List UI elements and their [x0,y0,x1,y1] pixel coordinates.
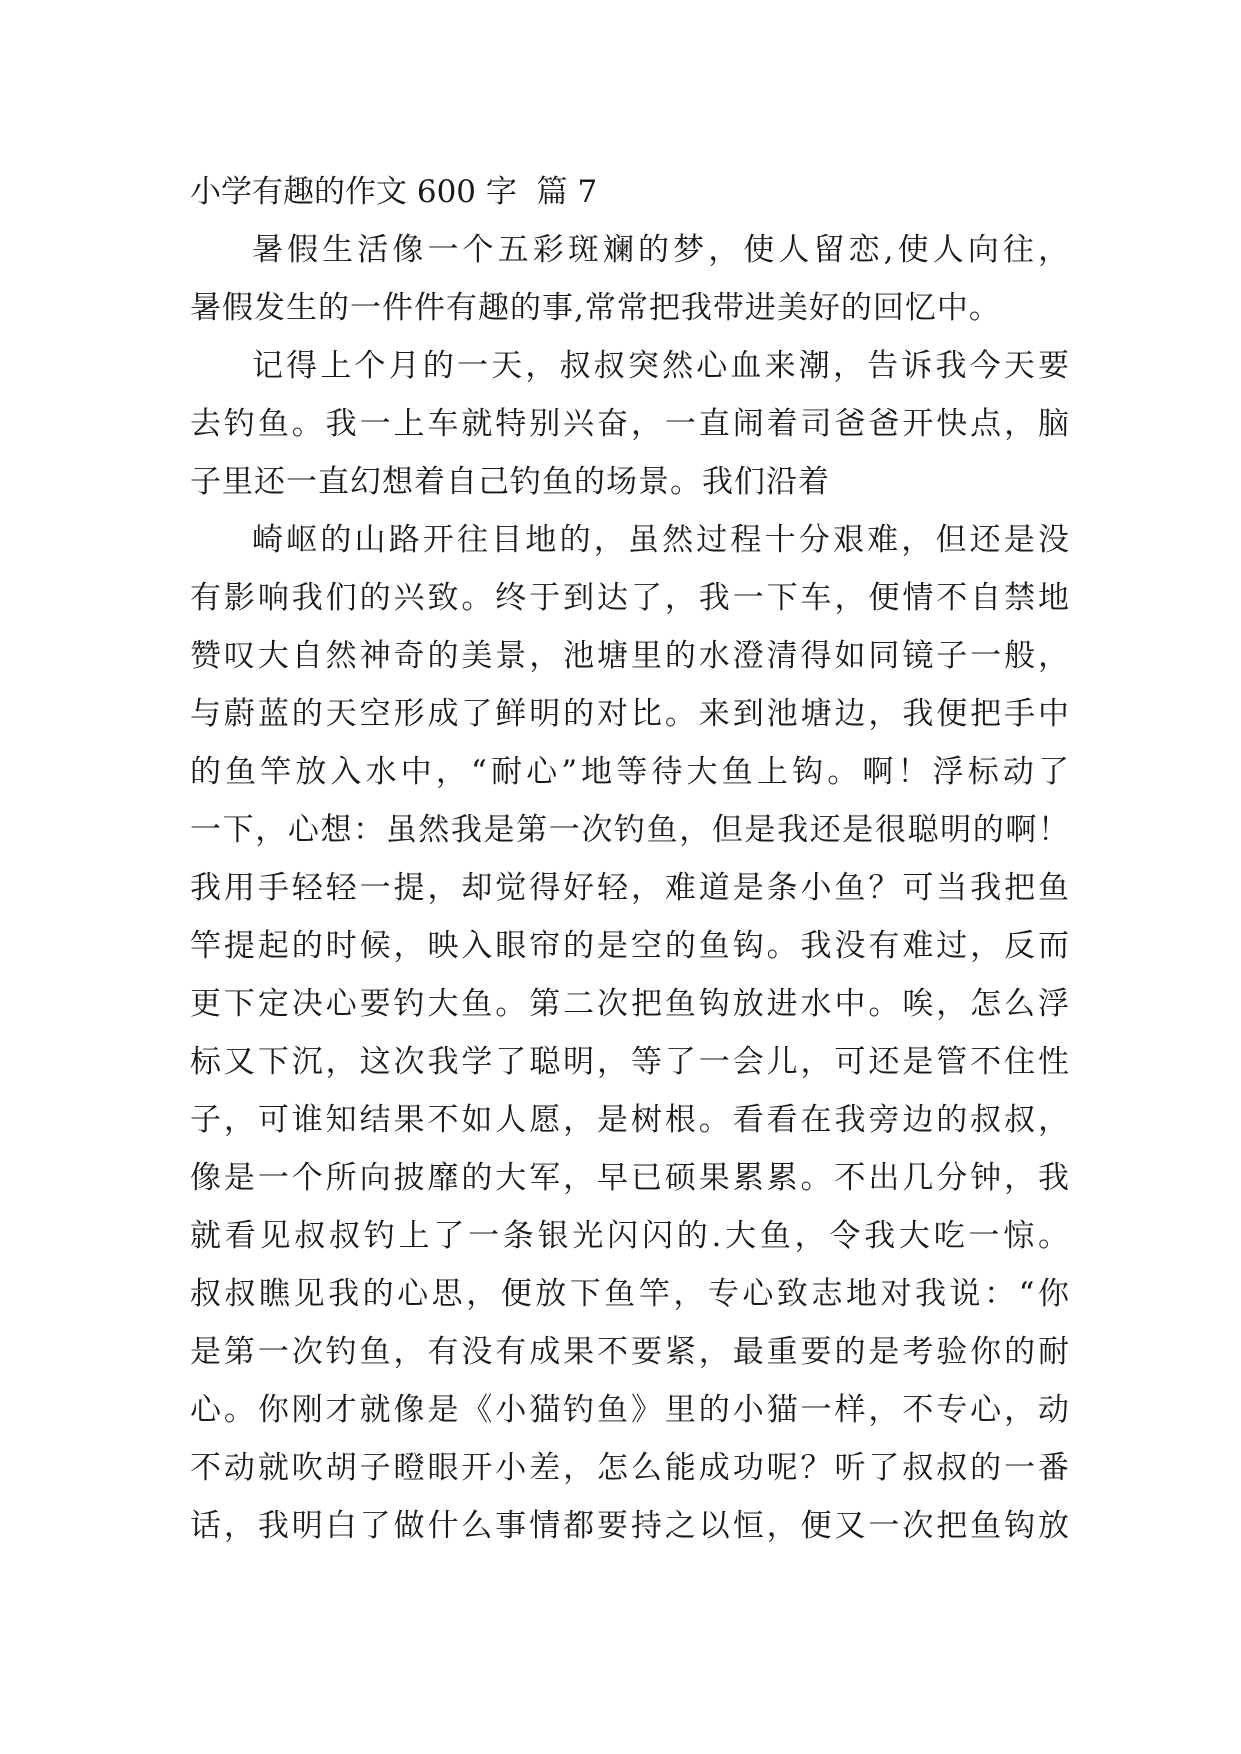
text-line: 暑假生活像一个五彩斑斓的梦，使人留恋,使人向往， [252,232,1070,268]
text-line: 标又下沉，这次我学了聪明，等了一会儿，可还是管不住性 [190,1044,1070,1080]
text-line: 的鱼竿放入水中，“耐心”地等待大鱼上钩。啊！浮标动了 [190,754,1070,790]
text-line: 一下，心想：虽然我是第一次钓鱼，但是我还是很聪明的啊！ [190,812,1070,848]
text-line: 暑假发生的一件件有趣的事,常常把我带进美好的回忆中。 [190,290,1001,326]
text-line: 崎岖的山路开往目地的，虽然过程十分艰难，但还是没 [252,522,1070,558]
text-line: 像是一个所向披靡的大军，早已硕果累累。不出几分钟，我 [190,1160,1070,1196]
text-line: 子里还一直幻想着自己钓鱼的场景。我们沿着 [190,464,830,500]
text-line: 赞叹大自然神奇的美景，池塘里的水澄清得如同镜子一般， [190,638,1070,674]
text-line: 更下定决心要钓大鱼。第二次把鱼钩放进水中。唉，怎么浮 [190,986,1070,1022]
text-line: 记得上个月的一天，叔叔突然心血来潮，告诉我今天要 [252,348,1070,384]
essay-title: 小学有趣的作文 600 字 篇 7 [190,174,598,210]
text-line: 有影响我们的兴致。终于到达了，我一下车，便情不自禁地 [190,580,1070,616]
text-line: 叔叔瞧见我的心思，便放下鱼竿，专心致志地对我说：“你 [190,1276,1070,1312]
text-line: 与蔚蓝的天空形成了鲜明的对比。来到池塘边，我便把手中 [190,696,1070,732]
text-line: 话，我明白了做什么事情都要持之以恒，便又一次把鱼钩放 [190,1508,1070,1544]
text-line: 心。你刚才就像是《小猫钓鱼》里的小猫一样，不专心，动 [190,1392,1070,1428]
text-line: 不动就吹胡子瞪眼开小差，怎么能成功呢？听了叔叔的一番 [190,1450,1070,1486]
text-line: 就看见叔叔钓上了一条银光闪闪的.大鱼，令我大吃一惊。 [190,1218,1070,1254]
paragraph-1 [190,221,1070,337]
paragraph-3 [190,511,1070,1555]
text-line: 我用手轻轻一提，却觉得好轻，难道是条小鱼？可当我把鱼 [190,870,1070,906]
text-line: 去钓鱼。我一上车就特别兴奋，一直闹着司爸爸开快点，脑 [190,406,1070,442]
text-line: 子，可谁知结果不如人愿，是树根。看看在我旁边的叔叔， [190,1102,1070,1138]
text-line: 是第一次钓鱼，有没有成果不要紧，最重要的是考验你的耐 [190,1334,1070,1370]
essay-body [190,163,1070,1555]
paragraph-2 [190,337,1070,511]
text-line: 竿提起的时候，映入眼帘的是空的鱼钩。我没有难过，反而 [190,928,1070,964]
